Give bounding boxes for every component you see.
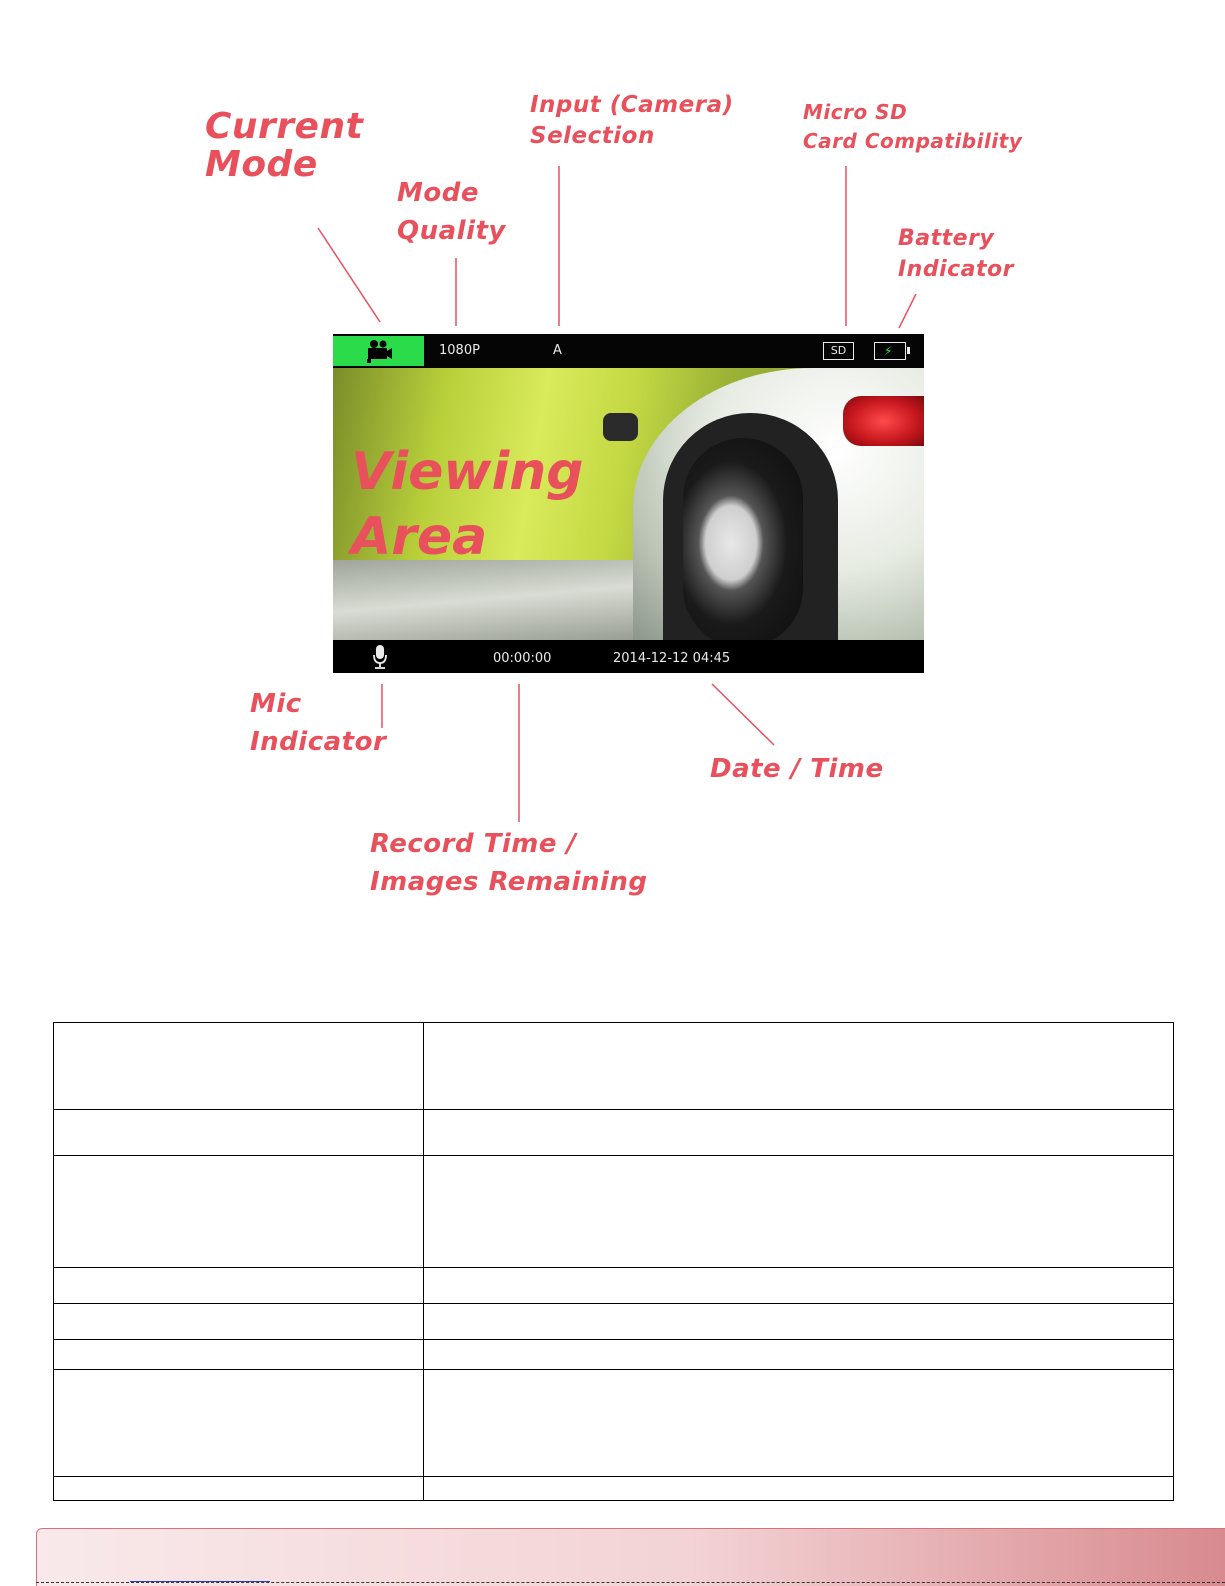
table-cell xyxy=(54,1340,424,1370)
callout-current-mode xyxy=(205,108,363,184)
callout-record-line1: Record Time / xyxy=(370,829,577,859)
callout-date-time: Date / Time xyxy=(710,754,884,784)
table-cell xyxy=(424,1340,1174,1370)
table-cell xyxy=(424,1110,1174,1156)
viewing-area-line2: Area xyxy=(351,507,488,567)
callout-mic-line1: Mic xyxy=(250,689,302,719)
table-cell xyxy=(54,1023,424,1110)
callout-mode-quality-line2: Quality xyxy=(397,215,506,246)
viewing-area xyxy=(333,368,924,640)
leader-current-mode xyxy=(318,228,380,322)
video-camera-icon xyxy=(365,339,393,363)
table-cell xyxy=(54,1156,424,1268)
date-time: 2014-12-12 04:45 xyxy=(613,651,731,666)
leader-battery xyxy=(899,294,916,328)
footer-link-underline[interactable] xyxy=(130,1581,270,1582)
leader-date xyxy=(712,684,774,745)
mode-indicator xyxy=(333,336,424,366)
device-screen xyxy=(333,334,924,673)
status-bar xyxy=(333,334,924,368)
callout-mode-quality xyxy=(397,175,506,250)
tire-image xyxy=(683,438,803,640)
input-label: A xyxy=(553,343,562,358)
record-time: 00:00:00 xyxy=(493,651,552,666)
callout-battery-line1: Battery xyxy=(898,226,995,251)
quality-label: 1080P xyxy=(439,343,480,358)
callout-record-line2: Images Remaining xyxy=(370,866,648,897)
table-row xyxy=(54,1304,1174,1340)
callout-mode-quality-line1: Mode xyxy=(397,178,479,208)
footer-band xyxy=(36,1528,1225,1586)
table-cell xyxy=(424,1304,1174,1340)
table-row xyxy=(54,1340,1174,1370)
bolt-icon: ⚡ xyxy=(884,344,893,358)
table-row xyxy=(54,1370,1174,1477)
sd-card-icon: SD xyxy=(823,342,854,360)
table-cell xyxy=(54,1370,424,1477)
footer-dashed-line xyxy=(36,1582,1225,1583)
table-row xyxy=(54,1477,1174,1501)
table-row xyxy=(54,1110,1174,1156)
table-row xyxy=(54,1156,1174,1268)
table-row xyxy=(54,1023,1174,1110)
callout-sd-line1: Micro SD xyxy=(803,100,908,124)
callout-current-mode-line2: Mode xyxy=(205,143,318,185)
microphone-icon xyxy=(372,644,388,670)
callout-input-selection xyxy=(530,90,734,152)
callout-battery-line2: Indicator xyxy=(898,256,1015,282)
table-cell xyxy=(54,1110,424,1156)
viewing-area-label xyxy=(351,440,584,570)
callout-battery xyxy=(898,224,1014,286)
viewing-area-line1: Viewing xyxy=(351,442,584,502)
table-cell xyxy=(54,1304,424,1340)
callout-mic-line2: Indicator xyxy=(250,726,387,757)
callout-micro-sd xyxy=(803,98,1022,156)
table-cell xyxy=(424,1156,1174,1268)
table-cell xyxy=(54,1477,424,1501)
callout-current-mode-line1: Current xyxy=(205,106,364,147)
tail-light-image xyxy=(843,396,924,446)
callout-input-line1: Input (Camera) xyxy=(530,92,734,118)
table-row xyxy=(54,1268,1174,1304)
table-cell xyxy=(424,1268,1174,1304)
table-cell xyxy=(424,1370,1174,1477)
table-cell xyxy=(54,1268,424,1304)
callout-record-time xyxy=(370,826,648,901)
callout-sd-line2: Card Compatibility xyxy=(803,129,1023,153)
callout-mic xyxy=(250,686,386,761)
spec-table xyxy=(53,1022,1174,1501)
callout-input-line2: Selection xyxy=(530,123,655,150)
car-mirror-image xyxy=(603,413,638,441)
battery-charging-icon xyxy=(874,342,906,360)
table-cell xyxy=(424,1477,1174,1501)
table-cell xyxy=(424,1023,1174,1110)
bottom-status-bar xyxy=(333,640,924,673)
